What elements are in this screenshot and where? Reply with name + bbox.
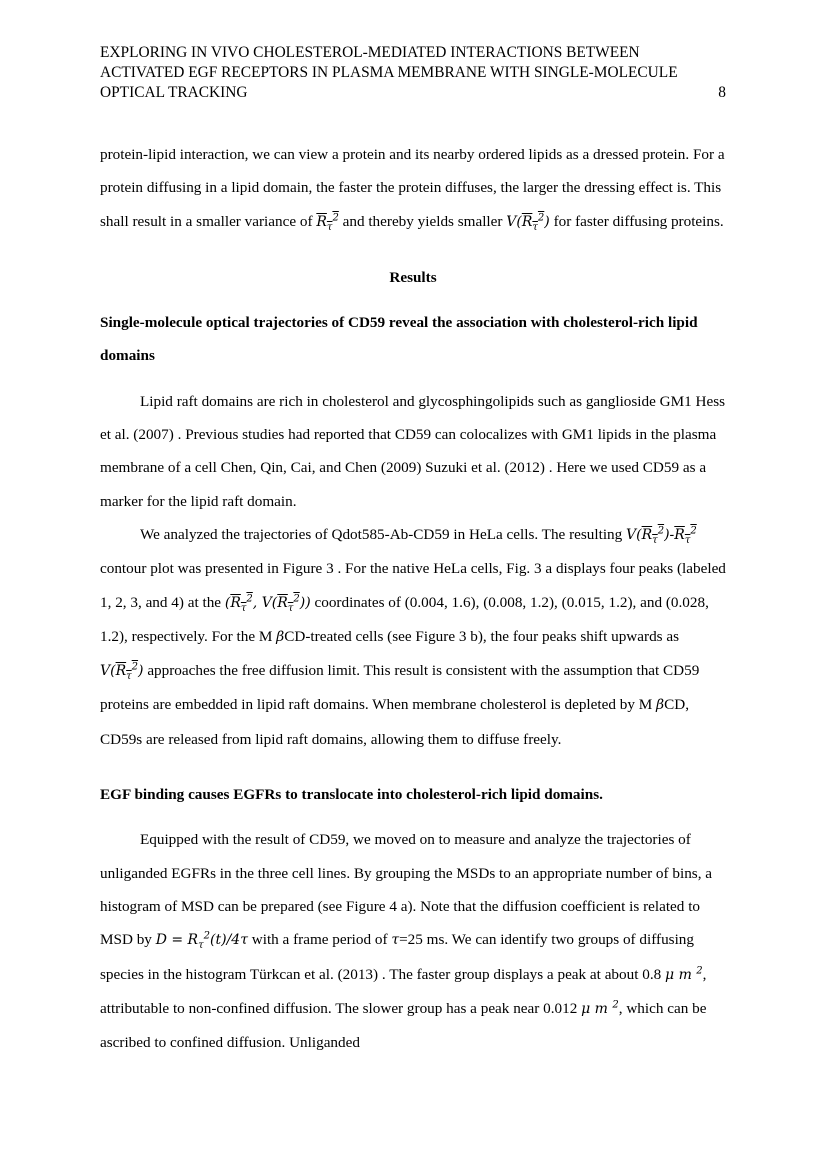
math-beta: β [276,628,285,645]
math-R-tau-squared: $R_\tau^2$ [316,211,339,233]
paragraph-lipid-raft: Lipid raft domains are rich in cholesterol and glycosphingolipids such as ganglioside GM1 Hess et al. (2007) . Previous studies had reported that CD59 can colocalizes with GM1 lipids in the plasma membrane of a cell Chen, Qin, Cai, and Chen (2009) Suzuki et al. (2012) . Here we used CD59 as a marker for the lipid raft domain. [100,392,726,510]
math-variance-R: $V(R_\tau^2)$ [506,211,550,233]
math-unit-um2: μ m $^2$ [665,964,703,983]
page-number: 8 [718,84,726,101]
math-unit-um2-2: μ m $^2$ [581,999,619,1017]
paragraph-cd59-trajectories: We analyzed the trajectories of Qdot585-Ab-CD59 in HeLa cells. The resulting $V(R_\tau^2)-R_\tau^2$ contour plot was presented in Figure 3 . For the native HeLa cells, Fig. 3 a displays four peaks (labeled 1, 2, 3, and 4) at the ($R_\tau^2$, $V(R_\tau^2)$) coordinates of (0.004, 1.6), (0.008, 1.2), (0.015, 1.2), and (0.028, 1.2), respectively. For the M βCD-treated cells (see Figure 3 b), the four peaks shift upwards as $V(R_\tau^2)$ approaches the free diffusion limit. This result is consistent with the assumption that CD59 proteins are embedded in lipid raft domains. When membrane cholesterol is depleted by M βCD, CD59s are released from lipid raft domains, allowing them to diffuse freely. [100,525,726,748]
paragraph-continuation: protein-lipid interaction, we can view a protein and its nearby ordered lipids as a dressed protein. For a protein diffusing in a lipid domain, the faster the protein diffuses, the larger the dressing effect is. This shall result in a smaller variance of $R_\tau^2$ and thereby yields smaller $V(R_\tau^2)$ for faster diffusing proteins. [100,146,725,233]
math-coordinates: ($R_\tau^2$, $V(R_\tau^2)$) [224,592,311,614]
math-V-R-contour: $V(R_\tau^2)-R_\tau^2$ [626,525,697,546]
header-line-3: OPTICAL TRACKING [100,84,248,101]
math-tau: τ [391,932,400,949]
math-diffusion-eq: $D = R_\tau^2(t)/4\tau$ [155,930,248,952]
section-heading-cd59: Single-molecule optical trajectories of CD59 reveal the association with cholesterol-rich lipid domains [100,314,698,365]
section-heading-egf: EGF binding causes EGFRs to translocate into cholesterol-rich lipid domains. [100,786,603,804]
running-header [100,43,726,103]
header-line-1: EXPLORING IN VIVO CHOLESTEROL-MEDIATED INTERACTIONS BETWEEN [100,44,640,61]
math-beta-2: β [656,697,665,714]
math-variance-R-2: $V(R_\tau^2)$ [100,661,144,682]
paragraph-egfr-msd: Equipped with the result of CD59, we moved on to measure and analyze the trajectories of unliganded EGFRs in the three cell lines. By grouping the MSDs to an appropriate number of bins, a histogram of MSD can be prepared (see Figure 4 a). Note that the diffusion coefficient is related to MSD by $D = R_\tau^2(t)/4\tau$ with a frame period of τ=25 ms. We can identify two groups of diffusing species in the histogram Türkcan et al. (2013) . The faster group displays a peak at about 0.8 μ m $^2$, attributable to non-confined diffusion. The slower group has a peak near 0.012 μ m $^2$, which can be ascribed to confined diffusion. Unliganded [100,831,713,1052]
header-line-2: ACTIVATED EGF RECEPTORS IN PLASMA MEMBRANE WITH SINGLE-MOLECULE [100,64,678,81]
results-heading: Results [389,268,437,286]
page-body [100,138,726,1059]
